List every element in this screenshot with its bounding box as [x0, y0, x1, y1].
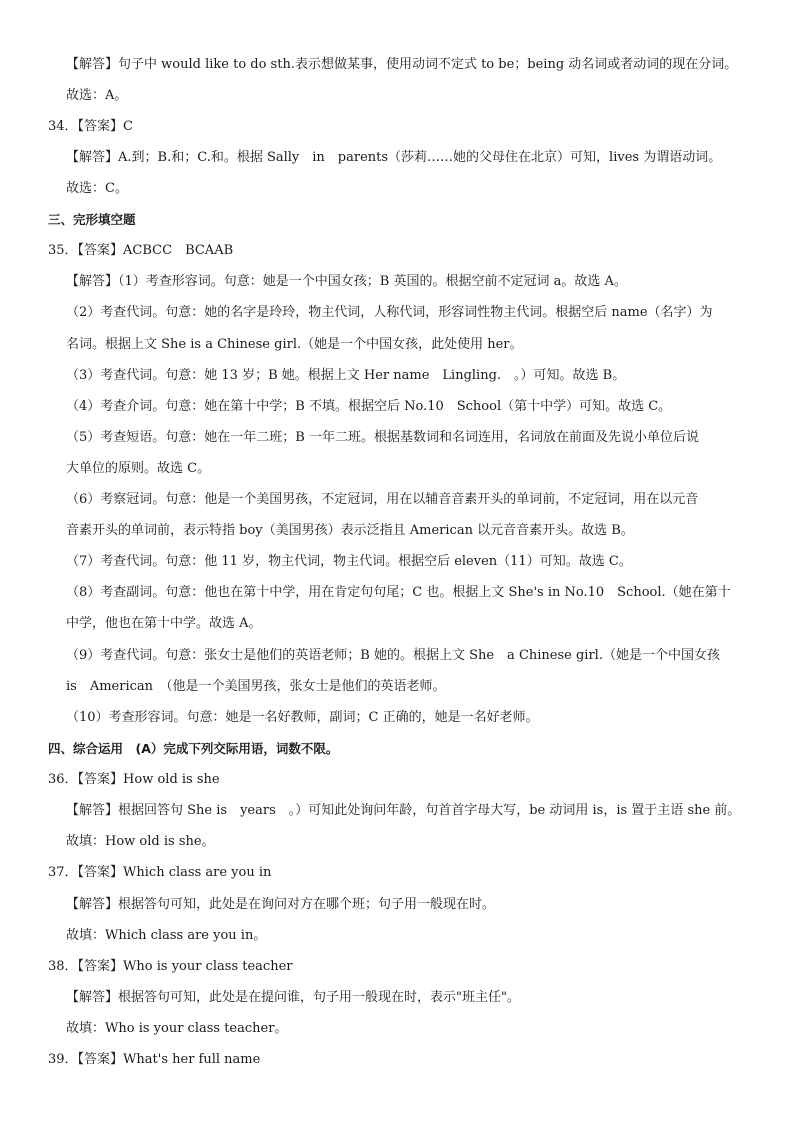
answer-header: 36．【答案】How old is she	[48, 772, 220, 787]
text-line: （5）考查短语。句意：她在一年二班；B 一年二班。根据基数词和名词连用，名词放在前面及先说小单位后说	[66, 430, 699, 445]
text-line: 音素开头的单词前，表示特指 boy（美国男孩）表示泛指且 American 以元音音素开头。故选 B。	[66, 523, 634, 538]
text-line: （8）考查副词。句意：他也在第十中学，用在肯定句句尾；C 也。根据上文 She's in No.10 School.（她在第十	[66, 585, 731, 600]
text-line: is American （他是一个美国男孩，张女士是他们的英语老师。	[66, 679, 446, 694]
text-line: 大单位的原则。故选 C。	[66, 461, 211, 476]
text-line: （4）考查介词。句意：她在第十中学；B 不填。根据空后 No.10 School（第十中学）可知。故选 C。	[66, 399, 672, 414]
text-line: 【解答】（1）考查形容词。句意：她是一个中国女孩；B 英国的。根据空前不定冠词 a。故选 A。	[66, 274, 627, 289]
text-line: 故填：Which class are you in。	[66, 928, 267, 943]
section-heading: 四、综合运用 (A）完成下列交际用语，词数不限。	[48, 741, 339, 756]
text-line: 故填：Who is your class teacher。	[66, 1021, 288, 1036]
text-line: 【解答】根据答句可知，此处是在提问谁，句子用一般现在时，表示"班主任"。	[66, 990, 520, 1005]
text-line: 故选：A。	[66, 88, 128, 103]
text-line: （3）考查代词。句意：她 13 岁；B 她。根据上文 Her name Lingling. 。）可知。故选 B。	[66, 368, 626, 383]
text-line: 故填：How old is she。	[66, 834, 215, 849]
text-line: 【解答】根据回答句 She is years 。）可知此处询问年龄，句首首字母大写，be 动词用 is，is 置于主语 she 前。	[66, 803, 741, 818]
text-line: 故选：C。	[66, 181, 128, 196]
text-line: 中学，他也在第十中学。故选 A。	[66, 616, 262, 631]
section-heading: 三、完形填空题	[48, 212, 136, 227]
answer-header: 37．【答案】Which class are you in	[48, 865, 272, 880]
answer-header: 34．【答案】C	[48, 119, 133, 134]
answer-header: 38．【答案】Who is your class teacher	[48, 959, 293, 974]
text-line: 【解答】根据答句可知，此处是在询问对方在哪个班；句子用一般现在时。	[66, 897, 496, 912]
text-line: （9）考查代词。句意：张女士是他们的英语老师；B 她的。根据上文 She a Chinese girl.（她是一个中国女孩	[66, 648, 720, 663]
text-line: （7）考查代词。句意：他 11 岁，物主代词，物主代词。根据空后 eleven（11）可知。故选 C。	[66, 554, 632, 569]
text-line: 名词。根据上文 She is a Chinese girl.（她是一个中国女孩，此处使用 her。	[66, 337, 523, 352]
answer-header: 39．【答案】What's her full name	[48, 1052, 261, 1067]
text-line: （10）考查形容词。句意：她是一名好教师，副词；C 正确的，她是一名好老师。	[66, 710, 539, 725]
text-line: （6）考察冠词。句意：他是一个美国男孩，不定冠词，用在以辅音音素开头的单词前，不定冠词，用在以元音	[66, 492, 699, 507]
text-line: 【解答】A.到；B.和；C.和。根据 Sally in parents（莎莉……她的父母住在北京）可知，lives 为谓语动词。	[66, 150, 722, 165]
answer-header: 35．【答案】ACBCC BCAAB	[48, 243, 234, 258]
text-line: （2）考查代词。句意：她的名字是玲玲，物主代词，人称代词，形容词性物主代词。根据空后 name（名字）为	[66, 305, 713, 320]
text-line: 【解答】句子中 would like to do sth.表示想做某事，使用动词不定式 to be；being 动名词或者动词的现在分词。	[66, 57, 738, 72]
